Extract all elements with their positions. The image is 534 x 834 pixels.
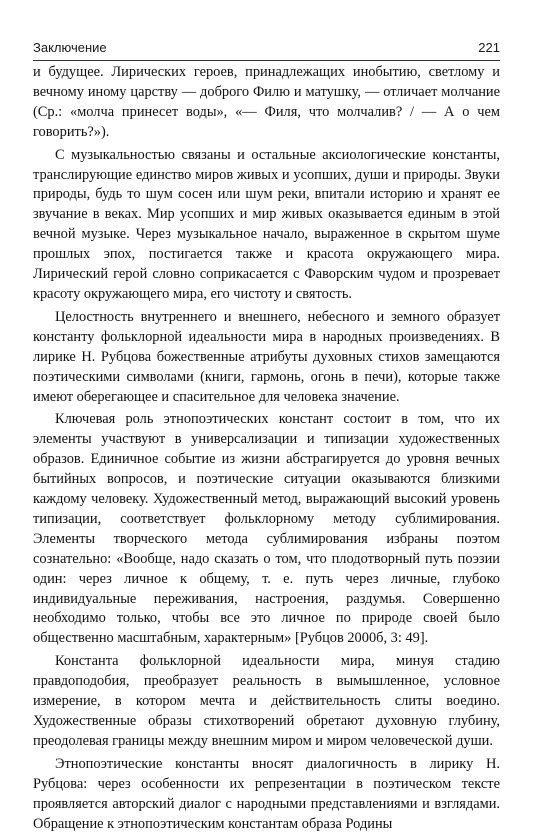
section-title: Заключение — [33, 40, 107, 55]
paragraph: Константа фольклорной идеальности мира, минуя стадию правдоподобия, преобразует реальность в вымышленное, условное измерение, в котором мечта и действительность слиты воедино. Художественные образы стихотворений обретают духовную глубину, преодолевая границы между внешним миром и миром человеческой души. — [33, 653, 500, 749]
paragraph: С музыкальностью связаны и остальные аксиологические константы, транслирующие единство миров живых и усопших, души и природы. Звуки природы, будь то шум сосен или шум реки, впитали историю и хранят ее звучание в веках. Мир усопших и мир живых оказывается единым в этой вечной музыке. Через музыкальное начало, выраженное в скрытом шуме прошлых эпох, постигается также и красота окружающего мира. Лирический герой словно соприкасается с Фаворским чудом и прозревает красоту окружающего мира, его чистоту и святость. — [33, 146, 500, 302]
page-number: 221 — [478, 40, 500, 55]
paragraph: Ключевая роль этнопоэтических констант состоит в том, что их элементы участвуют в универсализации и типизации художественных образов. Единичное событие из жизни абстрагируется до уровня вечных бытийных вопросов, и поэтические ситуации оказываются близкими каждому человеку. Художественный метод, выражающий высокий уровень типизации, соответствует фольклорному методу сублимирования. Элементы творческого метода сублимирования избраны поэтом сознательно: «Вообще, надо сказать о том, что плодотворный путь поэзии один: через личное к общему, т. е. путь через личные, глубоко индивидуальные переживания, настроения, раздумья. Совершенно необходимо только, чтобы все это личное по природе своей было общественно масштабным, характерным» [Рубцов 2000б, 3: 49]. — [33, 411, 500, 647]
paragraph-continued: и будущее. Лирических героев, принадлежащих инобытию, светлому и вечному иному царству — доброго Филю и матушку, — отличает молчание (Ср.: «молча принесет воды», «— Филя, что молчалив? / — А о чем говорить?»). — [33, 64, 500, 140]
running-header — [33, 40, 500, 58]
paragraph: Этнопоэтические константы вносят диалогичность в лирику Н. Рубцова: через особенности их репрезентации в поэтическом тексте проявляется авторский диалог с народными представлениями и взглядами. Обращение к этнопоэтическим константам образа Родины — [33, 755, 500, 832]
paragraph: Целостность внутреннего и внешнего, небесного и земного образует константу фольклорной идеальности мира в народных произведениях. В лирике Н. Рубцова божественные атрибуты духовных стихов замещаются поэтическими символами (книги, гармонь, огонь в печи), которые также имеют оберегающее и спасительное для человека значение. — [33, 308, 500, 405]
body-text — [33, 63, 500, 834]
header-rule — [33, 60, 500, 61]
